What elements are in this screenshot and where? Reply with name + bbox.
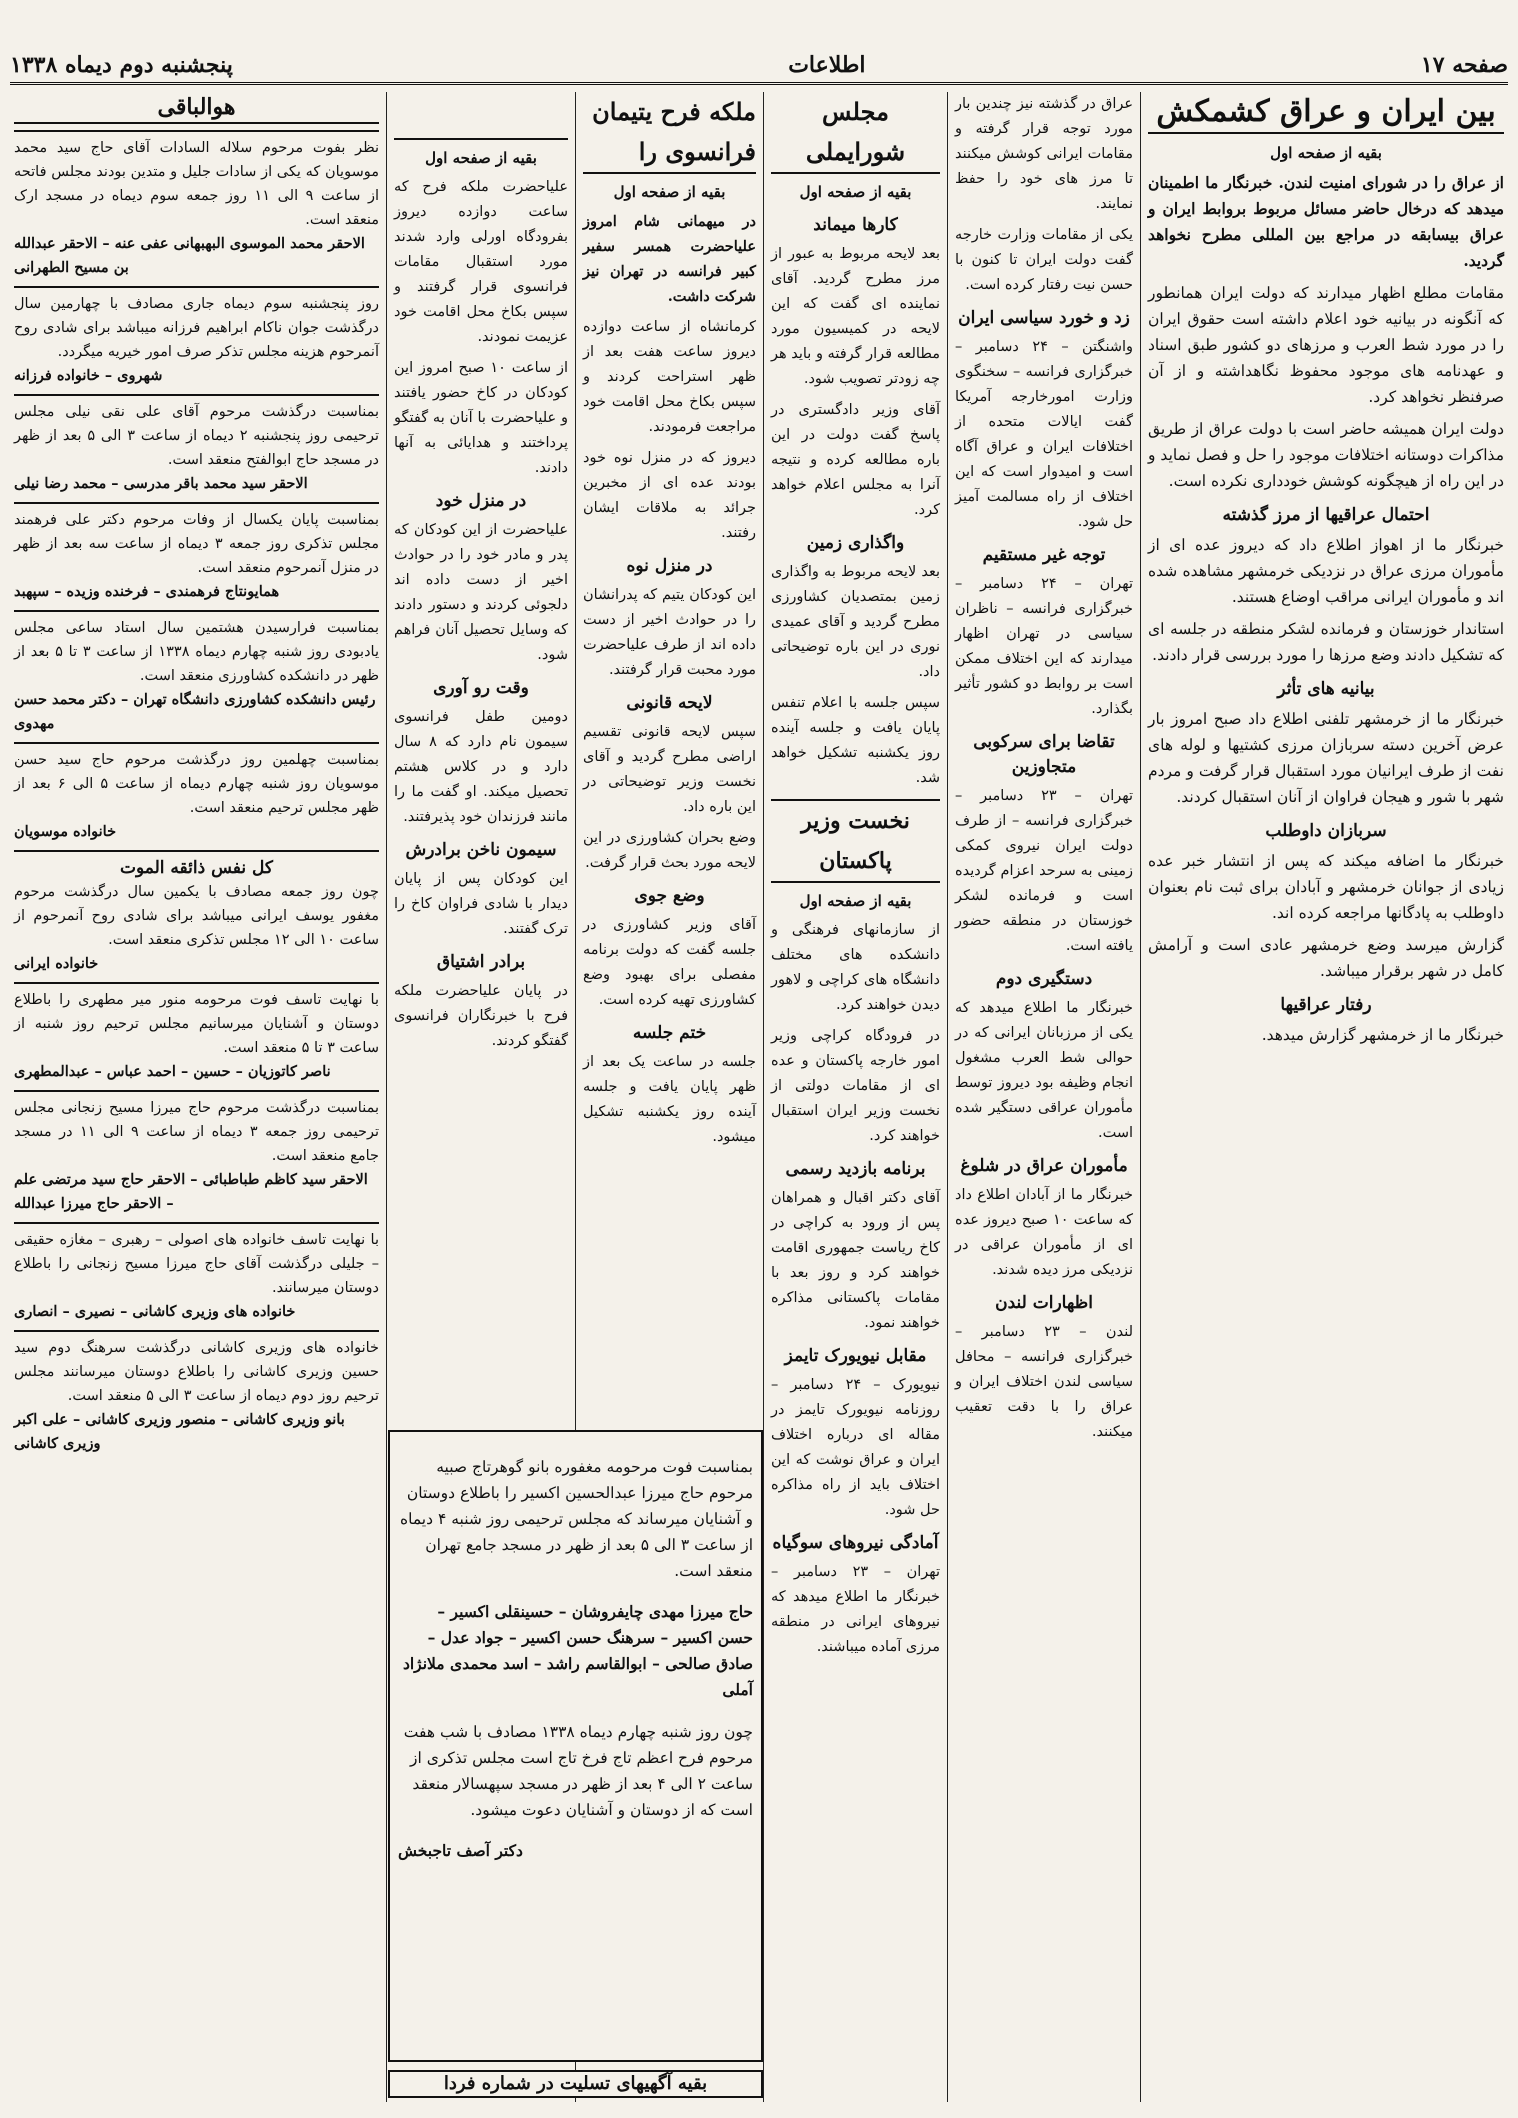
- paragraph: آقای وزیر دادگستری در پاسخ گفت دولت در این باره مطالعه کرده و نتیجه آنرا به مجلس اعلام خواهد کرد.: [771, 402, 940, 518]
- subheading: واگذاری زمین: [806, 533, 905, 553]
- subheading: برادر اشتیاق: [436, 952, 526, 972]
- continued-label: بقیه از صفحه اول: [799, 892, 912, 910]
- paragraph: تهران – ۲۴ دسامبر – خبرگزاری فرانسه – ناظران سیاسی در تهران اظهار میدارند که این اختلاف ممکن است بر روابط دو کشور تأثیر بگذارد.: [955, 576, 1133, 717]
- subheading: برنامه بازدید رسمی: [785, 1159, 926, 1179]
- notices-list: [14, 130, 379, 1456]
- paragraph: خبرنگار ما از خرمشهر گزارش میدهد.: [1261, 1026, 1504, 1044]
- subheading: در منزل نوه: [626, 556, 713, 576]
- obituary-box: [388, 1430, 763, 2062]
- notice-text: نظر بفوت مرحوم سلاله السادات آقای حاج سید محمد موسویان که یکی از سادات جلیل و متدین بودند مجلس فاتحه از ساعت ۹ الی ۱۱ روز جمعه سوم دیماه در مسجد ارک منعقد است.: [14, 140, 379, 228]
- subheading: توجه غیر مستقیم: [982, 545, 1106, 565]
- paragraph: خبرنگار ما از آبادان اطلاع داد که ساعت ۱۰ صبح دیروز عده ای از مأموران عراقی در نزدیکی مرز دیده شدند.: [955, 1187, 1133, 1278]
- notice-text: با نهایت تاسف خانواده های اصولی – رهبری – مغازه حقیقی – جلیلی درگذشت آقای حاج میرزا مسیح زنجانی را باطلاع دوستان میرسانند.: [14, 1232, 379, 1296]
- subheading: آمادگی نیروهای سوگیاه: [772, 1533, 939, 1553]
- obituary-notice: [14, 502, 379, 604]
- paragraph: یکی از مقامات وزارت خارجه گفت دولت ایران تا کنون با حسن نیت رفتار کرده است.: [955, 227, 1133, 293]
- subheading: احتمال عراقیها از مرز گذشته: [1222, 505, 1430, 525]
- notice-signature: خانواده موسویان: [14, 823, 117, 840]
- notice-text: چون روز شنبه چهارم دیماه ۱۳۳۸ مصادف با شب هفت مرحوم فرح اعظم تاج فرخ تاج است مجلس تذکری از ساعت ۲ الی ۴ بعد از ظهر در مسجد سپهسالار منعقد است که از دوستان و آشنایان دعوت میشود.: [403, 1722, 753, 1819]
- subheading: سربازان داوطلب: [1265, 821, 1387, 841]
- paragraph: این کودکان یتیم که پدرانشان را در حوادث اخیر از دست داده اند از طرف علیاحضرت مورد محبت قرار گرفتند.: [583, 587, 756, 678]
- paragraph: لندن – ۲۳ دسامبر – خبرگزاری فرانسه – محافل سیاسی لندن اختلاف ایران و عراق را با دقت تعقیب میکنند.: [955, 1324, 1133, 1440]
- headline-spacer: [394, 92, 568, 140]
- obituary-notice: [14, 610, 379, 736]
- notice-text: روز پنجشنبه سوم دیماه جاری مصادف با چهارمین سال درگذشت جوان ناکام ابراهیم فرزانه میباشد برای شادی روح آنمرحوم هزینه مجلس تذکر صرف امور خیریه میگردد.: [14, 296, 379, 360]
- article-majlis: [765, 92, 946, 2102]
- notice-signature: خانواده ایرانی: [14, 955, 99, 972]
- article-queen-right: [577, 92, 762, 1422]
- notice-signature: الاحقر سید کاظم طباطبائی – الاحقر حاج سید مرتضی علم – الاحقر حاج میرزا عبدالله: [14, 1171, 368, 1212]
- continued-label: بقیه از صفحه اول: [425, 149, 537, 167]
- subheading: زد و خورد سیاسی ایران: [958, 308, 1130, 328]
- subheading: لایحه قانونی: [626, 693, 713, 713]
- page-header: [10, 48, 1508, 85]
- paragraph: عراق در گذشته نیز چندین بار مورد توجه قرار گرفته و مقامات ایرانی کوشش میکنند تا مرز های خود را حفظ نمایند.: [955, 96, 1133, 212]
- lead-paragraph: در میهمانی شام امروز علیاحضرت همسر سفیر کبیر فرانسه در تهران نیز شرکت داشت.: [583, 213, 756, 305]
- paragraph: واشنگتن – ۲۴ دسامبر – خبرگزاری فرانسه – سخنگوی وزارت امورخارجه آمریکا گفت ایالات متحده از اختلافات ایران و عراق آگاه است و امیدوار است که این اختلاف از راه مسالمت آمیز حل شود.: [955, 339, 1133, 530]
- headline-pakistan: نخست وزیر پاکستان: [771, 799, 940, 883]
- subheading: در منزل خود: [435, 491, 527, 511]
- column-rule: [1140, 92, 1141, 2102]
- subheading: سیمون ناخن برادرش: [405, 840, 557, 860]
- article-iraq-continued: [949, 92, 1139, 2102]
- paragraph: دولت ایران همیشه حاضر است با دولت عراق از طریق مذاکرات دوستانه اختلافات موجود را حل و فصل نماید و در این راه از هیچگونه کوشش خودداری نکرده است.: [1148, 420, 1504, 490]
- continued-label: بقیه از صفحه اول: [613, 183, 726, 201]
- paragraph: آقای وزیر کشاورزی در جلسه گفت که دولت برنامه مفصلی برای بهبود وضع کشاورزی تهیه کرده است.: [583, 917, 756, 1008]
- subheading: تقاضا برای سرکوبی متجاوزین: [973, 732, 1115, 777]
- paragraph: دومین طفل فرانسوی سیمون نام دارد که ۸ سال دارد و در کلاس هشتم تحصیل میکند. او گفت ما را مانند فرزندان خود پذیرفتند.: [394, 709, 568, 825]
- paragraph: بعد لایحه مربوط به واگذاری زمین بمتصدیان کشاورزی مطرح گردید و آقای عمیدی نوری در این باره توضیحاتی داد.: [771, 564, 940, 680]
- obituary-notice: [14, 286, 379, 388]
- paragraph: نیویورک – ۲۴ دسامبر – روزنامه نیویورک تایمز در مقاله ای درباره اختلاف ایران و عراق نوشت که این اختلاف باید از راه مذاکره حل شود.: [771, 1377, 940, 1518]
- subheading: بیانیه های تأثر: [1277, 679, 1375, 699]
- paragraph: آقای دکتر اقبال و همراهان پس از ورود به کراچی در کاخ ریاست جمهوری اقامت خواهند کرد و روز بعد با مقامات پاکستانی مذاکره خواهند نمود.: [771, 1190, 940, 1331]
- subheading: وقت رو آوری: [433, 678, 529, 698]
- notice-signature: حاج میرزا مهدی چایفروشان – حسینقلی اکسیر – حسن اکسیر – سرهنگ حسن اکسیر – جواد عدل – صادق صالحی – ابوالقاسم راشد – اسد محمدی ملانژاد آملی: [402, 1602, 753, 1699]
- paragraph: از ساعت ۱۰ صبح امروز این کودکان در کاخ حضور یافتند و علیاحضرت با آنان به گفتگو پرداختند و هدایائی به آنها دادند.: [394, 360, 568, 476]
- paragraph: از عراق را در شورای امنیت لندن. خبرنگار ما اطمینان میدهد که درخال حاضر مسائل مربوط بروابط ایران و عراق بیسابقه در مراجع بین المللی مطرح نخواهد گردید.: [1148, 173, 1504, 270]
- article-queen-left: [388, 92, 574, 1422]
- paragraph: این کودکان پس از پایان دیدار با شادی فراوان کاخ را ترک گفتند.: [394, 871, 568, 937]
- obituary-notice: [14, 1330, 379, 1456]
- paragraph: علیاحضرت ملکه فرح که ساعت دوازده دیروز بفرودگاه اورلی وارد شدند مورد استقبال مقامات فرانسوی قرار گرفتند و سپس بکاخ محل اقامت خود عزیمت نمودند.: [394, 179, 568, 345]
- paragraph: از سازمانهای فرهنگی و دانشکده های مختلف دانشگاه های کراچی و لاهور دیدن خواهند کرد.: [771, 922, 940, 1013]
- notice-title: کل نفس ذائقه الموت: [120, 858, 273, 878]
- paragraph: علیاحضرت از این کودکان که پدر و مادر خود را در حوادث اخیر از دست داده اند دلجوئی کردند و دستور دادند که وسایل تحصیل آنان فراهم شود.: [394, 522, 568, 663]
- notice-text: بمناسبت درگذشت مرحوم حاج میرزا مسیح زنجانی مجلس ترحیمی روز جمعه ۳ دیماه از ساعت ۹ الی ۱۱ در مسجد جامع منعقد است.: [14, 1100, 379, 1164]
- page-number: صفحه ۱۷: [1420, 52, 1508, 78]
- notice-signature: خانواده های وزیری کاشانی – نصیری – انصاری: [14, 1303, 296, 1320]
- paragraph: خبرنگار ما از خرمشهر تلفنی اطلاع داد صبح امروز بار عرض آخرین دسته سربازان مرزی کشتیها و لوله های نفت از طرف ایرانیان مورد استقبال قرار گرفت و مردم شهر با شور و هیجان فراوان از آنان استقبال کردند.: [1148, 710, 1504, 806]
- obituary-notices: [8, 92, 385, 2102]
- subheading: رفتار عراقیها: [1280, 995, 1372, 1015]
- column-rule: [386, 92, 387, 2102]
- paragraph: خبرنگار ما اضافه میکند که پس از انتشار خبر عده زیادی از جوانان خرمشهر و آبادان برای ثبت نام بعنوان داوطلب به پادگانها مراجعه کرده اند.: [1148, 852, 1504, 922]
- paragraph: در فرودگاه کراچی وزیر امور خارجه پاکستان و عده ای از مقامات دولتی از نخست وزیر ایران استقبال خواهند کرد.: [771, 1028, 940, 1144]
- notice-signature: الاحقر محمد الموسوی البهبهانی عفی عنه – الاحقر عبدالله بن مسیح الطهرانی: [14, 235, 365, 276]
- column-rule: [947, 92, 948, 2102]
- subheading: کارها میماند: [813, 215, 898, 235]
- subheading: ختم جلسه: [632, 1023, 707, 1043]
- obituary-notice: [14, 130, 379, 280]
- headline-majlis: مجلس شورایملی: [771, 92, 940, 174]
- subheading: مقابل نیویورک تایمز: [784, 1346, 927, 1366]
- notice-text: بمناسبت فوت مرحومه مغفوره بانو گوهرتاج صبیه مرحوم حاج میرزا عبدالحسین اکسیر را باطلاع دوستان و آشنایان میرساند که مجلس ترحیمی روز شنبه ۴ دیماه از ساعت ۳ الی ۵ بعد از ظهر در مسجد جامع تهران منعقد است.: [400, 1457, 753, 1580]
- notice-text: بمناسبت فرارسیدن هشتمین سال استاد ساعی مجلس یادبودی روز شنبه چهارم دیماه ۱۳۳۸ از ساعت ۳ تا ۵ بعد از ظهر در دانشکده کشاورزی منعقد است.: [14, 620, 380, 684]
- headline-iran-iraq: بین ایران و عراق کشمکش: [1148, 92, 1504, 134]
- paragraph: خبرنگار ما اطلاع میدهد که یکی از مرزبانان ایرانی که در حوالی شط العرب مشغول انجام وظیفه بود دیروز توسط مأموران عراقی دستگیر شده است.: [955, 1000, 1133, 1141]
- paragraph: جلسه در ساعت یک بعد از ظهر پایان یافت و جلسه آینده روز یکشنبه تشکیل میشود.: [583, 1054, 756, 1145]
- continued-notice-banner: بقیه آگهیهای تسلیت در شماره فردا: [388, 2070, 763, 2098]
- article-iran-iraq: [1142, 92, 1510, 2102]
- paragraph: خبرنگار ما از اهواز اطلاع داد که دیروز عده ای از مأموران مرزی عراق در نزدیکی خرمشهر مشاهده شده اند و مأموران ایرانی مراقب اوضاع هستند.: [1148, 536, 1504, 606]
- paragraph: وضع بحران کشاورزی در این لایحه مورد بحث قرار گرفت.: [583, 830, 756, 871]
- paragraph: گزارش میرسد وضع خرمشهر عادی است و آرامش کامل در شهر برقرار میباشد.: [1148, 936, 1504, 980]
- notice-signature: شهروی – خانواده فرزانه: [14, 367, 163, 384]
- paragraph: استاندار خوزستان و فرمانده لشکر منطقه در جلسه ای که تشکیل دادند وضع مرزها را مورد بررسی قرار دادند.: [1148, 620, 1504, 664]
- notice-text: بمناسبت چهلمین روز درگذشت مرحوم حاج سید حسن موسویان روز شنبه چهارم دیماه از ساعت ۵ الی ۶ بعد از ظهر مجلس ترحیم منعقد است.: [14, 752, 379, 816]
- notice-signature: همایونتاج فرهمندی – فرخنده وزیده – سپهبد: [14, 583, 280, 600]
- column-rule: [763, 92, 764, 2102]
- subheading: وضع جوی: [634, 886, 705, 906]
- notice-text: بمناسبت پایان یکسال از وفات مرحوم دکتر علی فرهمند مجلس تذکری روز جمعه ۳ دیماه از ساعت سه بعد از ظهر در منزل آنمرحوم منعقد است.: [14, 512, 379, 576]
- issue-date: پنجشنبه دوم دیماه ۱۳۳۸: [10, 52, 233, 78]
- paragraph: در پایان علیاحضرت ملکه فرح با خبرنگاران فرانسوی گفتگو کردند.: [394, 983, 568, 1049]
- paragraph: تهران – ۲۳ دسامبر – خبرنگار ما اطلاع میدهد که نیروهای ایرانی در منطقه مرزی آماده میباشند.: [771, 1564, 940, 1655]
- obituary-notice: [14, 394, 379, 496]
- headline-queen-part1: ملکه فرح یتیمان فرانسوی را: [583, 92, 756, 174]
- paragraph: مقامات مطلع اظهار میدارند که دولت ایران همانطور که آنگونه در بیانیه خود اعلام داشته است حقوق ایران را در مورد شط العرب و مرزهای دو کشور طبق اسناد و عهدنامه های موجود محفوظ نگاهداشته و از آن صرفنظر نخواهد کرد.: [1148, 284, 1504, 406]
- subheading: اظهارات لندن: [995, 1293, 1093, 1313]
- obituary-notice: [14, 742, 379, 844]
- notice-signature: بانو وزیری کاشانی – منصور وزیری کاشانی – علی اکبر وزیری کاشانی: [14, 1411, 345, 1452]
- paragraph: دیروز که در منزل نوه خود بودند عده ای از مخبرین جرائد به ملاقات ایشان رفتند.: [583, 450, 756, 541]
- notice-signature: رئیس دانشکده کشاورزی دانشگاه تهران – دکتر محمد حسن مهدوی: [14, 691, 376, 732]
- obituary-notice: [14, 1090, 379, 1216]
- paragraph: سپس جلسه با اعلام تنفس پایان یافت و جلسه آینده روز یکشنبه تشکیل خواهد شد.: [771, 695, 940, 786]
- notice-text: خانواده های وزیری کاشانی درگذشت سرهنگ دوم سید حسین وزیری کاشانی را باطلاع دوستان میرسانند مجلس ترحیم روز دوم دیماه از ساعت ۳ الی ۵ منعقد است.: [14, 1340, 379, 1404]
- notice-text: با نهایت تاسف فوت مرحومه منور میر مطهری را باطلاع دوستان و آشنایان میرسانیم مجلس ترحیم روز شنبه از ساعت ۳ تا ۵ منعقد است.: [14, 992, 379, 1056]
- notice-text: بمناسبت درگذشت مرحوم آقای علی نقی نیلی مجلس ترحیمی روز پنجشنبه ۲ دیماه از ساعت ۳ الی ۵ بعد از ظهر در مسجد حاج ابوالفتح منعقد است.: [14, 404, 379, 468]
- continued-label: بقیه از صفحه اول: [1270, 144, 1382, 162]
- paragraph: سپس لایحه قانونی تقسیم اراضی مطرح گردید و آقای نخست وزیر توضیحاتی در این باره داد.: [583, 724, 756, 815]
- subheading: دستگیری دوم: [995, 969, 1093, 989]
- notice-signature: ناصر کاتوزیان – حسین – احمد عباس – عبدالمطهری: [14, 1063, 331, 1080]
- notice-signature: الاحقر سید محمد باقر مدرسی – محمد رضا نیلی: [14, 475, 308, 492]
- notices-heading: هوالباقی: [14, 92, 379, 124]
- paragraph: تهران – ۲۳ دسامبر – خبرگزاری فرانسه – از طرف دولت ایران نیروی کمکی زمینی به سرحد اعزام گردیده است و فرمانده لشکر خوزستان در منطقه حضور یافته است.: [955, 788, 1133, 954]
- obituary-notice: [14, 850, 379, 976]
- newspaper-name: اطلاعات: [788, 52, 866, 78]
- notice-signature: دکتر آصف تاجبخش: [398, 1841, 523, 1860]
- paragraph: کرمانشاه از ساعت دوازده دیروز ساعت هفت بعد از ظهر استراحت کردند و سپس بکاخ محل اقامت خود مراجعت فرمودند.: [583, 319, 756, 435]
- continued-label: بقیه از صفحه اول: [799, 183, 912, 201]
- obituary-notice: [14, 982, 379, 1084]
- subheading: مأموران عراق در شلوغ: [960, 1156, 1128, 1176]
- notice-text: چون روز جمعه مصادف با یکمین سال درگذشت مرحوم مغفور یوسف ایرانی میباشد برای شادی روح آنمرحوم از ساعت ۱۰ الی ۱۲ مجلس تذکری منعقد است.: [14, 884, 379, 948]
- paragraph: بعد لایحه مربوط به عبور از مرز مطرح گردید. آقای نماینده ای گفت که این لایحه در کمیسیون مورد مطالعه قرار گرفته و باید هر چه زودتر تصویب شود.: [770, 246, 940, 387]
- obituary-notice: [14, 1222, 379, 1324]
